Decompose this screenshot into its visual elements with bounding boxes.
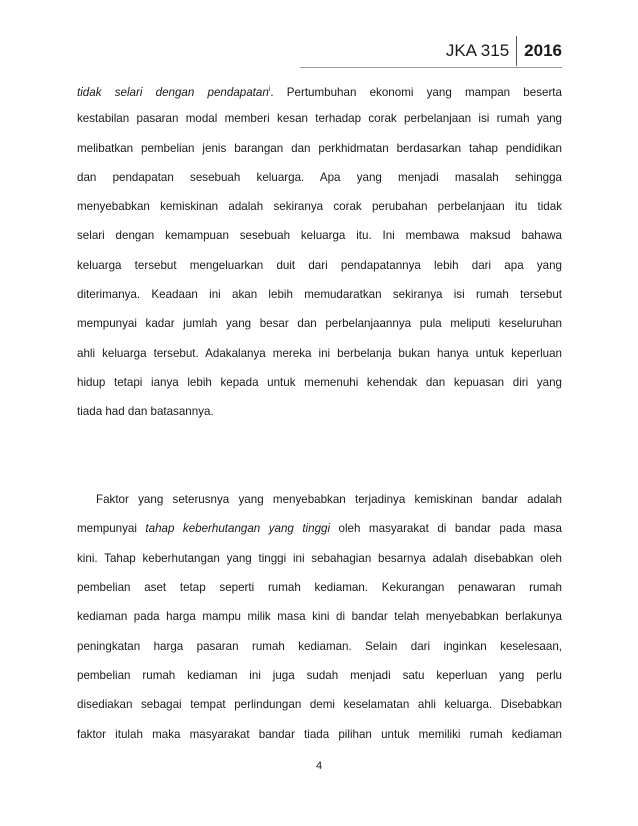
paragraph-2 <box>77 485 562 749</box>
text-run: oleh masyarakat di bandar pada masa <box>330 522 563 536</box>
paragraph-gap <box>77 427 562 486</box>
text-run: . Pertumbuhan ekonomi yang mampan beserta <box>270 85 562 99</box>
text-line: mempunyai kadar jumlah yang besar dan perbelanjaannya pula meliputi keseluruhan <box>77 317 562 331</box>
text-line: dan pendapatan sesebuah keluarga. Apa yang menjadi masalah sehingga <box>77 170 562 184</box>
text-line: melibatkan pembelian jenis barangan dan perkhidmatan berdasarkan tahap pendidikan <box>77 141 562 155</box>
course-code: JKA 315 <box>446 36 517 66</box>
text-line: pembelian aset tetap seperti rumah kediaman. Kekurangan penawaran rumah <box>77 581 562 595</box>
text-line: selari dengan kemampuan sesebuah keluarga itu. Ini membawa maksud bahawa <box>77 229 562 243</box>
endnote-marker[interactable]: i <box>268 86 271 93</box>
text-line: kediaman pada harga mampu milik masa kini di bandar telah menyebabkan berlakunya <box>77 610 562 624</box>
text-line: keluarga tersebut mengeluarkan duit dari pendapatannya lebih dari apa yang <box>77 258 562 272</box>
header-rule <box>300 67 562 68</box>
text-line: ahli keluarga tersebut. Adakalanya mereka ini berbelanja bukan hanya untuk keperluan <box>77 346 562 360</box>
text-line: pembelian rumah kediaman ini juga sudah menjadi satu keperluan yang perlu <box>77 668 562 682</box>
page-header <box>446 36 562 66</box>
text-line: peningkatan harga pasaran rumah kediaman. Selain dari inginkan keselesaan, <box>77 639 562 653</box>
text-line: kini. Tahap keberhutangan yang tinggi ini sebahagian besarnya adalah disebabkan oleh <box>77 551 562 565</box>
text-line: disediakan sebagai tempat perlindungan demi keselamatan ahli keluarga. Disebabkan <box>77 698 562 712</box>
text-line: hidup tetapi ianya lebih kepada untuk memenuhi kehendak dan kepuasan diri yang <box>77 375 562 389</box>
text-line: menyebabkan kemiskinan adalah sekiranya corak perubahan perbelanjaan itu tidak <box>77 200 562 214</box>
paragraph-1 <box>77 75 562 427</box>
page-number: 4 <box>315 760 323 772</box>
text-line: Faktor yang seterusnya yang menyebabkan terjadinya kemiskinan bandar adalah <box>96 493 562 507</box>
document-body <box>77 75 562 749</box>
text-line: kestabilan pasaran modal memberi kesan terhadap corak perbelanjaan isi rumah yang <box>77 112 562 126</box>
text-line: tiada had dan batasannya. <box>77 405 214 419</box>
text-run: mempunyai <box>77 522 146 536</box>
text-line <box>77 514 562 543</box>
text-line <box>77 75 562 104</box>
text-line: diterimanya. Keadaan ini akan lebih memudaratkan sekiranya isi rumah tersebut <box>77 288 562 302</box>
header-year: 2016 <box>524 41 562 60</box>
italic-phrase: tahap keberhutangan yang tinggi <box>145 522 331 536</box>
text-line: faktor itulah maka masyarakat bandar tiada pilihan untuk memiliki rumah kediaman <box>77 727 562 741</box>
italic-phrase: tidak selari dengan pendapatan <box>77 85 269 99</box>
